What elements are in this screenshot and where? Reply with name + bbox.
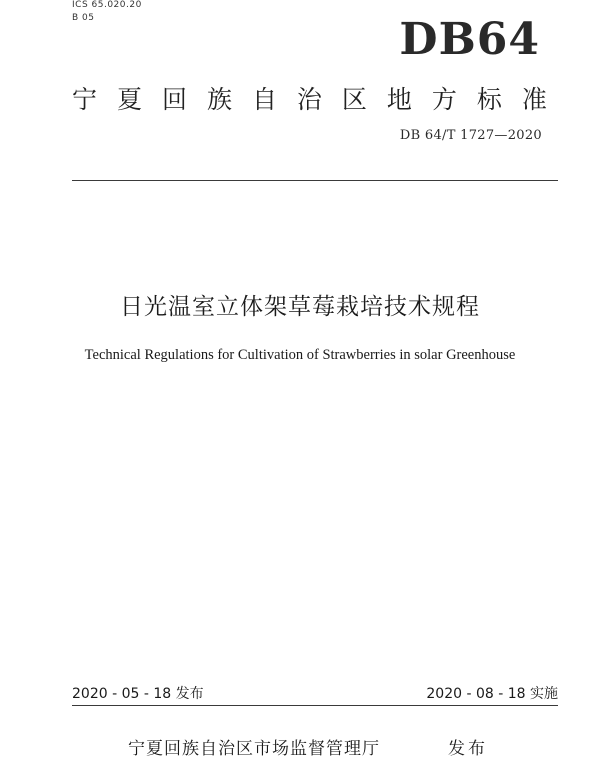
standard-type-char: 区: [341, 85, 367, 114]
standard-type-char: 夏: [116, 85, 142, 114]
standard-type-char: 治: [296, 85, 322, 114]
issue-date: 2020 - 05 - 18 发布: [72, 686, 204, 702]
header-divider: [72, 180, 558, 181]
implementation-date: 2020 - 08 - 18 实施: [426, 686, 558, 702]
footer-divider: [72, 705, 558, 706]
standard-type-char: 族: [206, 85, 232, 114]
publisher-name: 宁夏回族自治区市场监督管理厅: [128, 739, 380, 759]
ics-code: ICS 65.020.20: [72, 0, 142, 10]
standard-type: [72, 85, 547, 115]
document-title-chinese: 日光温室立体架草莓栽培技术规程: [120, 294, 480, 320]
standard-type-char: 宁: [72, 85, 98, 114]
standard-type-char: 标: [476, 85, 502, 114]
standard-type-char: 方: [431, 85, 457, 114]
document-title-english: Technical Regulations for Cultivation of Strawberries in solar Greenhouse: [84, 347, 516, 363]
publish-label: 发布: [448, 739, 488, 759]
standard-type-char: 地: [386, 85, 412, 114]
db-standard-mark: DB64: [399, 14, 540, 65]
standard-type-char: 准: [521, 85, 547, 114]
standard-number: DB 64/T 1727—2020: [399, 128, 542, 143]
ccs-code: B 05: [72, 13, 95, 23]
standard-type-char: 自: [251, 85, 277, 114]
standard-type-char: 回: [161, 85, 187, 114]
